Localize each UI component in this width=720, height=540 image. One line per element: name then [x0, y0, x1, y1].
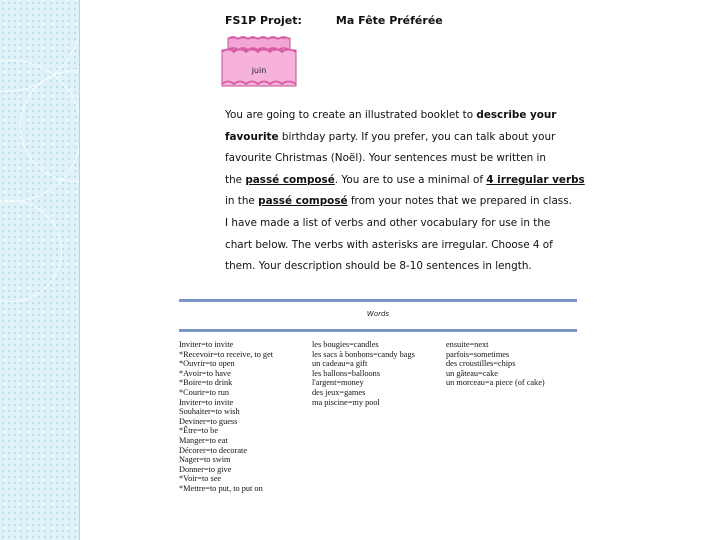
words-column-verbs [179, 340, 273, 494]
word-entry: des croustilles=chips [446, 359, 516, 369]
text-run: birthday party. If you prefer, you can talk about your [278, 130, 556, 143]
text-run: the [225, 173, 246, 186]
word-entry: Manger=to eat [179, 435, 228, 445]
word-entry: parfois=sometimes [446, 349, 510, 359]
word-entry: les ballons=balloons [312, 368, 381, 378]
words-column-misc [446, 340, 545, 388]
table-top-rule [179, 299, 577, 302]
word-entry: *Ouvrir=to open [179, 359, 235, 369]
words-table-title: Words [366, 310, 390, 318]
instruction-line [225, 105, 555, 127]
text-run-emphasis: 4 irregular verbs [486, 173, 585, 186]
word-entry: un gâteau=cake [446, 368, 498, 378]
word-entry: Inviter=to invite [179, 397, 234, 407]
word-entry: *Voir=to see [179, 474, 222, 484]
project-title: Ma Fête Préférée [335, 14, 443, 27]
word-entry: Inviter=to invite [179, 340, 234, 349]
word-entry: *Recevoir=to receive, to get [179, 349, 274, 359]
word-entry: *Mettre=to put, to put on [179, 483, 263, 493]
instruction-line [225, 191, 572, 213]
word-entry: ma piscine=my pool [312, 397, 380, 407]
instruction-line [225, 127, 555, 149]
text-run-emphasis: passé composé [245, 173, 335, 186]
text-run: You are going to create an illustrated booklet to [225, 109, 477, 121]
word-entry: *Avoir=to have [179, 368, 231, 378]
word-entry: *Courir=to run [179, 387, 230, 397]
word-entry: un cadeau=a gift [312, 359, 368, 369]
text-run: . You are to use a minimal of [334, 173, 487, 186]
project-label: FS1P Projet: [225, 14, 302, 27]
word-entry: Deviner=to guess [179, 416, 238, 426]
instruction-line: them. Your description should be 8-10 sentences in length. [225, 260, 532, 273]
text-run-bold: describe your [476, 109, 557, 121]
word-entry: l'argent=money [312, 378, 364, 388]
words-column-nouns [312, 340, 415, 407]
instructions [225, 105, 585, 278]
word-entry: *Boire=to drink [179, 378, 233, 388]
word-entry: Souhaiter=to wish [179, 407, 240, 417]
sidebar-edge [79, 0, 80, 540]
text-run-bold: favourite [225, 130, 279, 143]
decorative-sidebar [0, 0, 79, 540]
instruction-line: favourite Christmas (Noël). Your sentences must be written in [225, 152, 546, 165]
text-run: from your notes that we prepared in class. [347, 195, 572, 208]
instruction-line: I have made a list of verbs and other vocabulary for use in the [225, 216, 551, 229]
word-entry: les sacs à bonbons=candy bags [312, 349, 415, 359]
word-entry: *Être=to be [179, 426, 219, 436]
cake-image [220, 36, 298, 88]
cake-label: juin [251, 66, 267, 75]
word-entry: ensuite=next [446, 340, 489, 349]
instruction-line [225, 170, 585, 192]
text-run-emphasis: passé composé [258, 195, 348, 208]
word-entry: un morceau=a piece (of cake) [446, 378, 545, 388]
word-entry: Décorer=to decorate [179, 445, 248, 455]
text-run: in the [225, 195, 259, 208]
word-entry: Nager=to swim [179, 455, 231, 465]
page-title [225, 14, 443, 27]
table-header-rule [179, 329, 577, 332]
word-entry: les bougies=candles [312, 340, 379, 349]
word-entry: Donner=to give [179, 464, 232, 474]
word-entry: des jeux=games [312, 387, 366, 397]
instruction-line: chart below. The verbs with asterisks are irregular. Choose 4 of [225, 238, 553, 251]
